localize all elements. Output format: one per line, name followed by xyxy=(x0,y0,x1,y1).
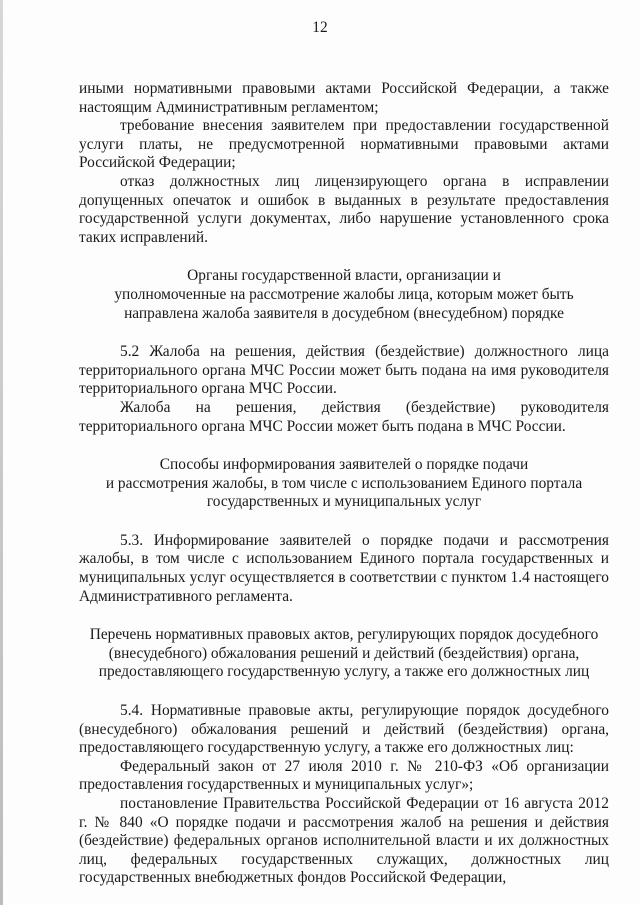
section-heading-line: государственных и муниципальных услуг xyxy=(206,493,482,511)
body-paragraph: 5.2 Жалоба на решения, действия (бездействие) должностного лица территориального органа МЧС России может быть подана на имя руководителя территориального органа МЧС России. xyxy=(79,343,609,398)
document-body xyxy=(79,80,609,888)
body-paragraph: 5.4. Нормативные правовые акты, регулирующие порядок досудебного (внесудебного) обжалования решений и действий (бездействия) органа, предоставляющего государственную услугу, а также его должностных лиц: xyxy=(79,702,609,757)
body-paragraph: Жалоба на решения, действия (бездействие) руководителя территориального органа МЧС России может быть подана в МЧС России. xyxy=(79,398,609,435)
body-paragraph: постановление Правительства Российской Федерации от 16 августа 2012 г. № 840 «О порядке подачи и рассмотрения жалоб на решения и действия (бездействие) федеральных органов исполнительной власти и их должностных лиц, федеральных государственных служащих, должностных лиц государственных внебюджетных фондов Российской Федерации, xyxy=(79,795,609,887)
section-heading-line: уполномоченные на рассмотрение жалобы лица, которым может быть xyxy=(114,285,574,303)
section-heading xyxy=(79,267,609,323)
section-heading-line: предоставляющего государственную услугу, а также его должностных лиц xyxy=(98,663,590,681)
section-heading xyxy=(79,626,609,682)
paragraph-gap xyxy=(79,323,609,343)
paragraph-gap xyxy=(79,682,609,702)
paragraph-gap xyxy=(79,247,609,267)
section-heading-line: направлена жалоба заявителя в досудебном (внесудебном) порядке xyxy=(124,304,564,322)
section-heading-line: и рассмотрения жалобы, в том числе с использованием Единого портала xyxy=(105,474,583,492)
section-heading-line: Способы информирования заявителей о порядке подачи xyxy=(159,456,529,474)
body-paragraph: Федеральный закон от 27 июля 2010 г. № 210-ФЗ «Об организации предоставления государственных и муниципальных услуг»; xyxy=(79,757,609,794)
section-heading-line: (внесудебного) обжалования решений и действий (бездействия) органа, xyxy=(108,644,580,662)
section-heading xyxy=(79,456,609,512)
page-number: 12 xyxy=(312,19,328,36)
paragraph-gap xyxy=(79,436,609,456)
section-heading-line: Органы государственной власти, организации и xyxy=(187,267,501,285)
paragraph-gap xyxy=(79,606,609,626)
body-paragraph: отказ должностных лиц лицензирующего органа в исправлении допущенных опечаток и ошибок в выданных в результате предоставления государственной услуги документах, либо нарушение установленного срока таких исправлений. xyxy=(79,172,609,246)
body-paragraph: 5.3. Информирование заявителей о порядке подачи и рассмотрения жалобы, в том числе с использованием Единого портала государственных и муниципальных услуг осуществляется в соответствии с пунктом 1.4 настоящего Административного регламента. xyxy=(79,531,609,605)
paragraph-gap xyxy=(79,512,609,532)
section-heading-line: Перечень нормативных правовых актов, регулирующих порядок досудебного xyxy=(89,626,599,644)
body-paragraph: иными нормативными правовыми актами Российской Федерации, а также настоящим Административным регламентом; xyxy=(79,80,609,116)
body-paragraph: требование внесения заявителем при предоставлении государственной услуги платы, не предусмотренной нормативными правовыми актами Российской Федерации; xyxy=(79,117,609,172)
scan-edge xyxy=(0,0,3,905)
